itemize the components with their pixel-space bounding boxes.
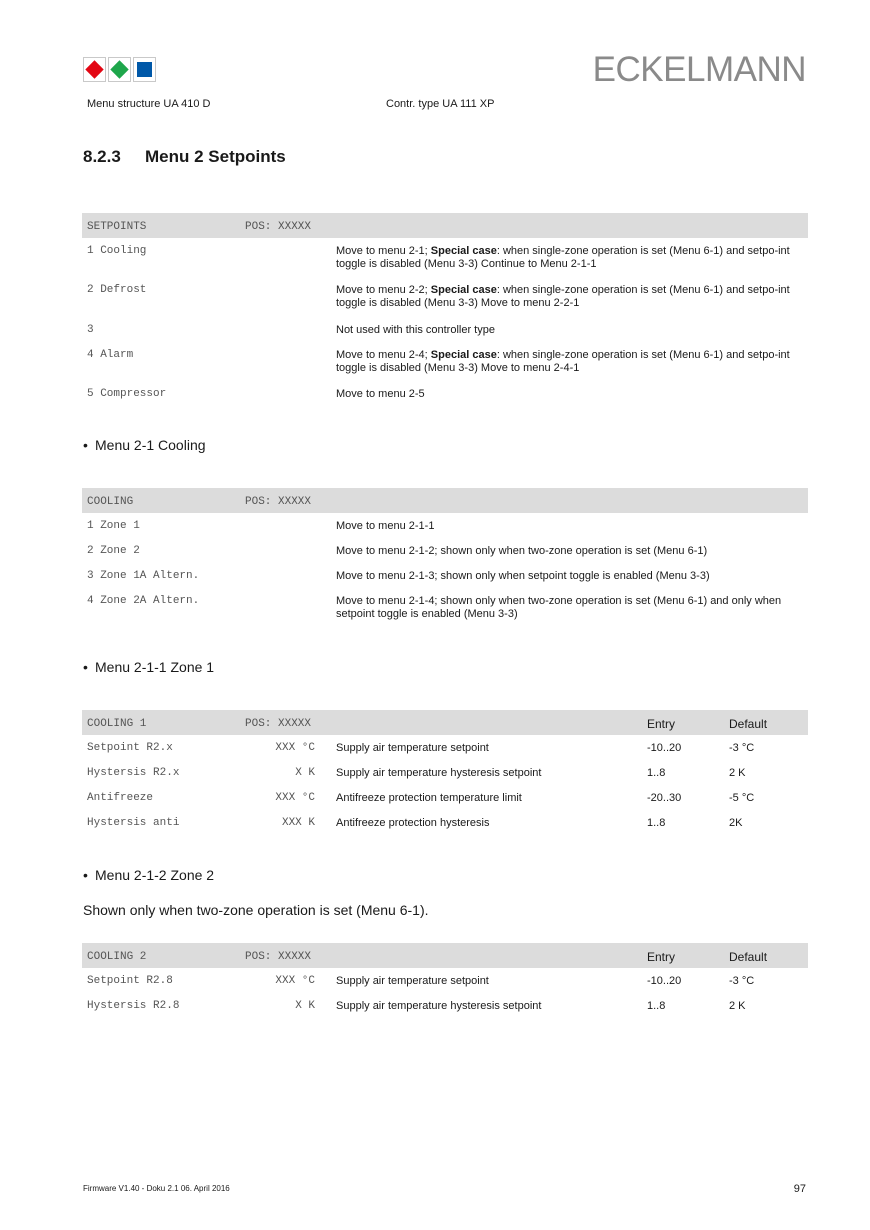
cooling-table <box>82 488 808 628</box>
parameter-unit: XXX °C <box>275 742 315 754</box>
bullet-icon: • <box>83 867 88 883</box>
menu-item: 5 Compressor <box>87 388 167 400</box>
entry-column-header: Entry <box>647 950 676 964</box>
row-description: Supply air temperature hysteresis setpoint <box>336 1000 542 1012</box>
table-row <box>82 563 808 588</box>
red-diamond-icon <box>85 60 103 78</box>
blue-square-icon <box>137 62 152 77</box>
table-row <box>82 341 808 380</box>
entry-range: 1..8 <box>647 1000 666 1012</box>
bullet-icon: • <box>83 437 88 453</box>
logo-green-tile <box>108 57 131 82</box>
table-row <box>82 238 808 277</box>
entry-range: 1..8 <box>647 767 666 779</box>
menu-position: POS: XXXXX <box>245 951 312 963</box>
subsection-bullet <box>83 659 214 675</box>
row-description: Move to menu 2-2; Special case: when single-zone operation is set (Menu 6-1) and setpo-int toggle is disabled (Menu 3-3) Move to menu 2-2-1 <box>336 284 790 309</box>
parameter-name: Setpoint R2.8 <box>87 975 173 987</box>
header-document-title: Menu structure UA 410 D <box>87 98 211 110</box>
parameter-unit: X K <box>295 767 315 779</box>
default-value: 2 K <box>729 1000 746 1012</box>
menu-position: POS: XXXXX <box>245 496 312 508</box>
logo-blue-tile <box>133 57 156 82</box>
row-description: Antifreeze protection temperature limit <box>336 792 522 804</box>
logo-red-tile <box>83 57 106 82</box>
default-column-header: Default <box>729 717 768 731</box>
row-description: Supply air temperature hysteresis setpoint <box>336 767 542 779</box>
section-number: 8.2.3 <box>83 147 121 166</box>
menu-item: 3 <box>87 324 94 336</box>
parameter-unit: XXX °C <box>275 792 315 804</box>
eckelmann-logo <box>83 57 156 83</box>
menu-name: COOLING <box>87 496 134 508</box>
parameter-unit: XXX °C <box>275 975 315 987</box>
row-description: Antifreeze protection hysteresis <box>336 817 490 829</box>
table-row <box>82 588 808 628</box>
page-number: 97 <box>793 1183 806 1195</box>
table-row <box>82 277 808 315</box>
menu-item: 4 Alarm <box>87 349 134 361</box>
table-row <box>82 315 808 341</box>
table-row <box>82 735 808 760</box>
default-value: -3 °C <box>729 975 755 987</box>
menu-item: 4 Zone 2A Altern. <box>87 595 200 607</box>
table-row <box>82 810 808 835</box>
row-description: Move to menu 2-1-2; shown only when two-zone operation is set (Menu 6-1) <box>336 545 708 557</box>
row-description: Move to menu 2-4; Special case: when single-zone operation is set (Menu 6-1) and setpo-int toggle is disabled (Menu 3-3) Move to menu 2-4-1 <box>336 349 790 374</box>
row-description: Move to menu 2-1-1 <box>336 520 435 532</box>
row-description: Supply air temperature setpoint <box>336 742 489 754</box>
subsection-bullet <box>83 867 214 883</box>
default-value: -5 °C <box>729 792 755 804</box>
default-value: -3 °C <box>729 742 755 754</box>
table-row <box>82 760 808 785</box>
parameter-unit: X K <box>295 1000 315 1012</box>
entry-column-header: Entry <box>647 717 676 731</box>
row-description: Not used with this controller type <box>336 324 495 336</box>
default-value: 2K <box>729 817 743 829</box>
parameter-name: Hystersis R2.8 <box>87 1000 180 1012</box>
subsection-title: Menu 2-1 Cooling <box>95 437 206 453</box>
table-row <box>82 968 808 993</box>
entry-range: -10..20 <box>647 742 682 754</box>
cooling2-table <box>82 943 808 1018</box>
setpoints-table <box>82 213 808 406</box>
subsection-title: Menu 2-1-2 Zone 2 <box>95 867 215 883</box>
menu-name: COOLING 1 <box>87 718 147 730</box>
parameter-unit: XXX K <box>281 817 315 829</box>
section-heading: Menu 2 Setpoints <box>145 147 286 166</box>
table-row <box>82 380 808 406</box>
table-row <box>82 785 808 810</box>
bullet-icon: • <box>83 659 88 675</box>
header-controller-type: Contr. type UA 111 XP <box>386 98 495 110</box>
menu-name: SETPOINTS <box>87 221 147 233</box>
parameter-name: Hystersis R2.x <box>87 767 180 779</box>
cooling1-table <box>82 710 808 835</box>
footer-firmware-info: Firmware V1.40 - Doku 2.1 06. April 2016 <box>83 1184 230 1193</box>
menu-item: 3 Zone 1A Altern. <box>87 570 200 582</box>
zone2-note: Shown only when two-zone operation is set (Menu 6-1). <box>83 902 429 918</box>
section-title <box>83 147 286 167</box>
parameter-name: Hystersis anti <box>87 817 180 829</box>
parameter-name: Antifreeze <box>87 792 154 804</box>
table-row <box>82 993 808 1018</box>
default-column-header: Default <box>729 950 768 964</box>
row-description: Move to menu 2-5 <box>336 388 425 400</box>
row-description: Move to menu 2-1; Special case: when single-zone operation is set (Menu 6-1) and setpo-int toggle is disabled (Menu 3-3) Continue to Menu 2-1-1 <box>336 245 790 270</box>
subsection-bullet <box>83 437 206 453</box>
table-row <box>82 538 808 563</box>
green-diamond-icon <box>110 60 128 78</box>
table-header <box>82 488 808 513</box>
entry-range: -10..20 <box>647 975 682 987</box>
table-header <box>82 213 808 238</box>
menu-item: 1 Cooling <box>87 245 147 257</box>
subsection-title: Menu 2-1-1 Zone 1 <box>95 659 215 675</box>
row-description: Supply air temperature setpoint <box>336 975 489 987</box>
entry-range: -20..30 <box>647 792 682 804</box>
menu-item: 2 Zone 2 <box>87 545 140 557</box>
menu-name: COOLING 2 <box>87 951 147 963</box>
row-description: Move to menu 2-1-3; shown only when setpoint toggle is enabled (Menu 3-3) <box>336 570 710 582</box>
parameter-name: Setpoint R2.x <box>87 742 173 754</box>
menu-item: 1 Zone 1 <box>87 520 140 532</box>
menu-position: POS: XXXXX <box>245 221 312 233</box>
table-header <box>82 710 808 735</box>
menu-position: POS: XXXXX <box>245 718 312 730</box>
row-description: Move to menu 2-1-4; shown only when two-zone operation is set (Menu 6-1) and only when setpoint toggle is enabled (Menu 3-3) <box>336 595 782 620</box>
entry-range: 1..8 <box>647 817 666 829</box>
menu-item: 2 Defrost <box>87 284 147 296</box>
table-header <box>82 943 808 968</box>
brand-name: ECKELMANN <box>592 50 806 89</box>
default-value: 2 K <box>729 767 746 779</box>
table-row <box>82 513 808 538</box>
